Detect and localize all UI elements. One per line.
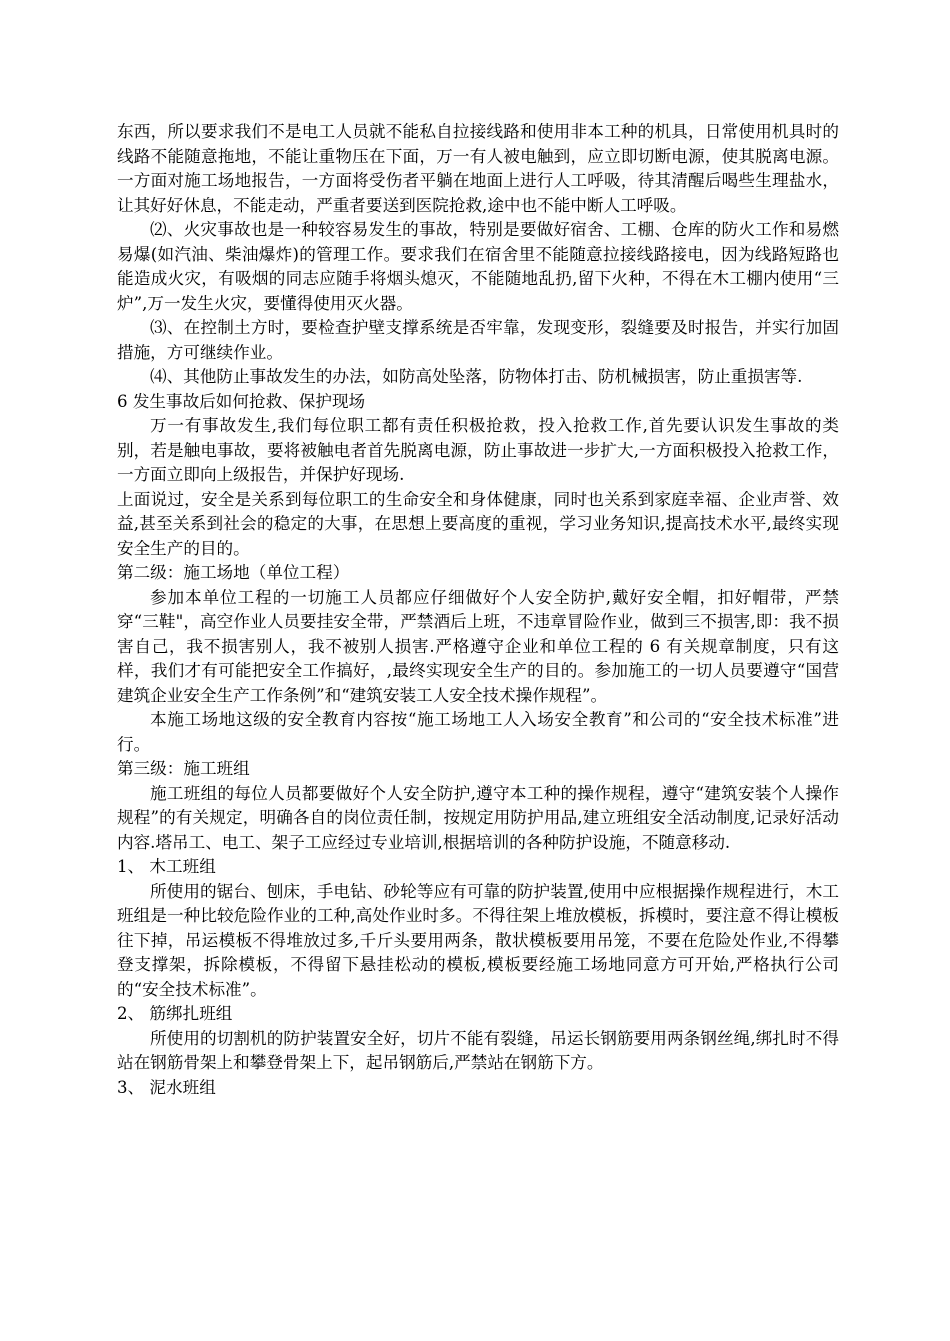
paragraph: ⑶、在控制土方时，要检查护壁支撑系统是否牢靠，发现变形，裂缝要及时报告，并实行加固措施，方可继续作业。 [117, 318, 839, 362]
paragraph: 所使用的切割机的防护装置安全好，切片不能有裂缝，吊运长钢筋要用两条钢丝绳,绑扎时不得站在钢筋骨架上和攀登骨架上下，起吊钢筋后,严禁站在钢筋下方。 [117, 1028, 839, 1072]
paragraph: 施工班组的每位人员都要做好个人安全防护,遵守本工种的操作规程，遵守“建筑安装个人操作规程”的有关规定，明确各自的岗位责任制，按规定用防护用品,建立班组安全活动制度,记录好活动内容.塔吊工、电工、架子工应经过专业培训,根据培训的各种防护设施，不随意移动. [117, 783, 839, 852]
document-page [117, 120, 839, 1100]
subsection-heading: 3、 泥水班组 [117, 1077, 216, 1097]
paragraph: 本施工场地这级的安全教育内容按“施工场地工人入场安全教育”和公司的“安全技术标准”进行。 [117, 710, 839, 754]
paragraph: 上面说过，安全是关系到每位职工的生命安全和身体健康，同时也关系到家庭幸福、企业声誉、效益,甚至关系到社会的稳定的大事，在思想上要高度的重视，学习业务知识,提高技术水平,最终实现安全生产的目的。 [117, 489, 839, 558]
paragraph: 东西，所以要求我们不是电工人员就不能私自拉接线路和使用非本工种的机具，日常使用机具时的线路不能随意拖地，不能让重物压在下面，万一有人被电触到，应立即切断电源，使其脱离电源。一方面对施工场地报告，一方面将受伤者平躺在地面上进行人工呼吸，待其清醒后喝些生理盐水，让其好好休息，不能走动，严重者要送到医院抢救,途中也不能中断人工呼吸。 [117, 122, 839, 215]
paragraph: ⑷、其他防止事故发生的办法，如防高处坠落，防物体打击、防机械损害，防止重损害等. [150, 367, 803, 386]
paragraph: 参加本单位工程的一切施工人员都应仔细做好个人安全防护,戴好安全帽，扣好帽带，严禁穿“三鞋"，高空作业人员要挂安全带，严禁酒后上班，不违章冒险作业，做到三不损害,即：我不损害自己，我不损害别人，我不被别人损害.严格遵守企业和单位工程的 6 有关规章制度，只有这样，我们才有可能把安全工作搞好，,最终实现安全生产的目的。参加施工的一切人员要遵守“国营建筑企业安全生产工作条例”和“建筑安装工人安全技术操作规程”。 [117, 587, 839, 705]
subsection-heading: 1、 木工班组 [117, 857, 216, 876]
subsection-heading: 2、 筋绑扎班组 [117, 1004, 233, 1023]
paragraph: 所使用的锯台、刨床，手电钻、砂轮等应有可靠的防护装置,使用中应根据操作规程进行，木工班组是一种比较危险作业的工种,高处作业时多。不得往架上堆放模板，拆模时，要注意不得让模板往下掉，吊运模板不得堆放过多,千斤头要用两条，散状模板要用吊笼，不要在危险处作业,不得攀登支撑架，拆除模板，不得留下悬挂松动的模板,模板要经施工场地同意方可开始,严格执行公司的“安全技术标准”。 [117, 881, 839, 999]
section-heading: 6 发生事故后如何抢救、保护现场 [117, 391, 366, 411]
section-heading: 第二级：施工场地（单位工程） [117, 563, 350, 582]
paragraph: 万一有事故发生,我们每位职工都有责任积极抢救，投入抢救工作,首先要认识发生事故的类别，若是触电事故，要将被触电者首先脱离电源，防止事故进一步扩大,一方面积极投入抢救工作，一方面立即向上级报告，并保护好现场. [117, 416, 839, 484]
paragraph: ⑵、火灾事故也是一种较容易发生的事故，特别是要做好宿舍、工棚、仓库的防火工作和易燃易爆(如汽油、柴油爆炸)的管理工作。要求我们在宿舍里不能随意拉接线路接电，因为线路短路也能造成火灾，有吸烟的同志应随手将烟头熄灭，不能随地乱扔,留下火种，不得在木工棚内使用“三炉”,万一发生火灾，要懂得使用灭火器。 [117, 220, 839, 313]
section-heading: 第三级：施工班组 [117, 759, 250, 778]
